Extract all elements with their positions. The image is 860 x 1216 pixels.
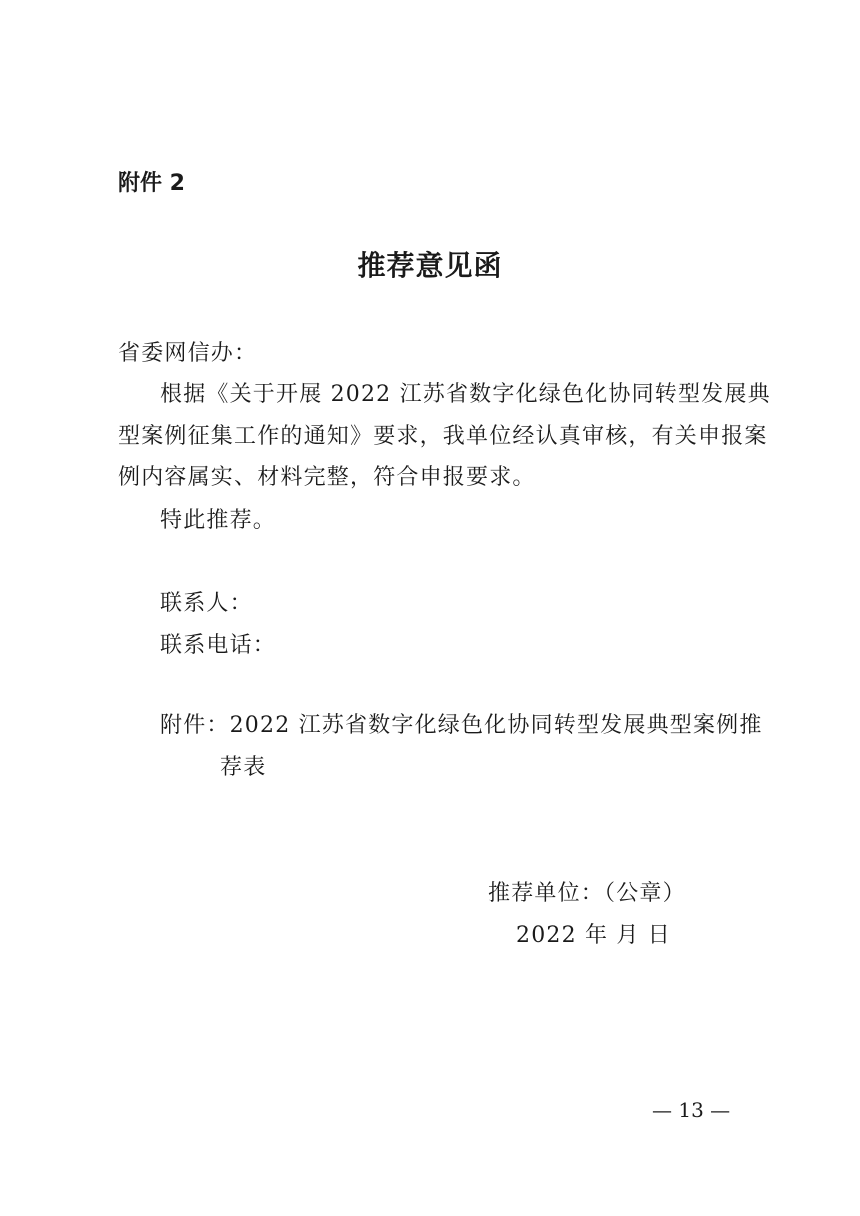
body-line-3: 例内容属实、材料完整，符合申报要求。 [118, 465, 536, 490]
contact-phone-label: 联系电话： [160, 633, 277, 658]
page-number: — 13 — [652, 1098, 731, 1122]
recipient: 省委网信办： [118, 341, 258, 366]
body-line-1: 根据《关于开展 2022 江苏省数字化绿色化协同转型发展典 [160, 382, 771, 407]
attachment-line-2: 荐表 [220, 755, 267, 780]
signature-date: 2022 年 月 日 [516, 923, 671, 948]
contact-person-label: 联系人： [160, 591, 253, 616]
attachment-label: 附件 2 [118, 171, 185, 196]
recommending-unit: 推荐单位：（公章） [488, 881, 686, 906]
attachment-line-1: 附件：2022 江苏省数字化绿色化协同转型发展典型案例推 [160, 713, 763, 738]
recommendation-statement: 特此推荐。 [160, 508, 277, 533]
document-title: 推荐意见函 [357, 249, 503, 282]
body-line-2: 型案例征集工作的通知》要求，我单位经认真审核，有关申报案 [118, 424, 768, 449]
